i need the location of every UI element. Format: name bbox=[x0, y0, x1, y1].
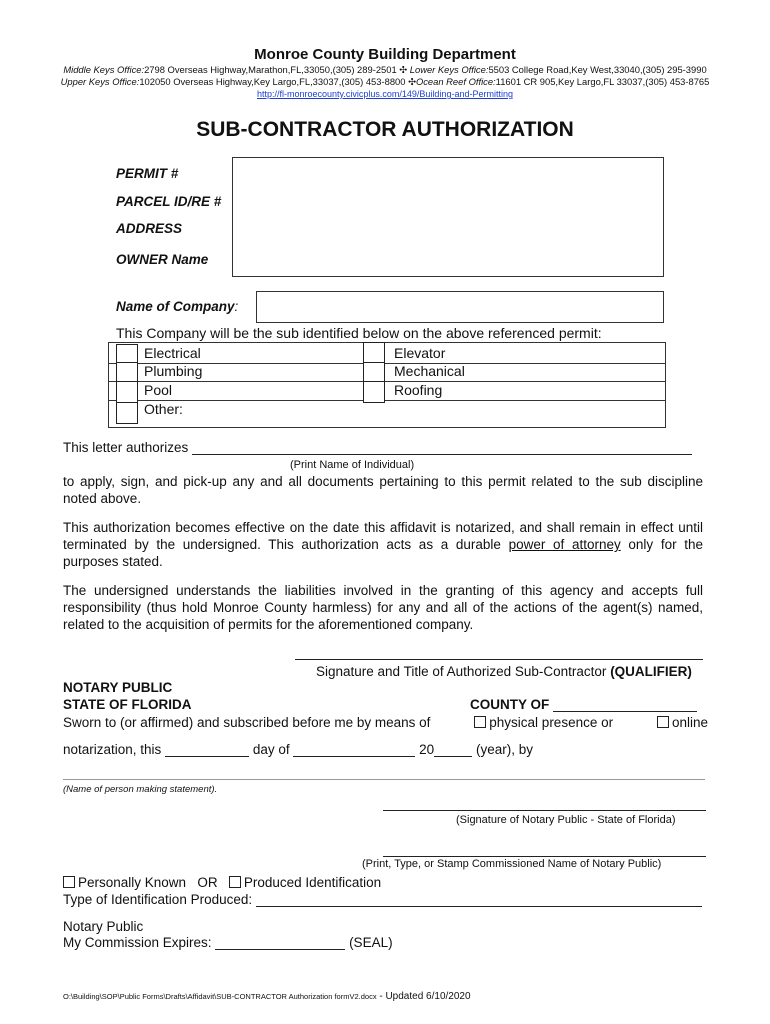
address-label: ADDRESS bbox=[116, 221, 183, 236]
middle-keys-label: Middle Keys Office: bbox=[63, 64, 145, 75]
physical-presence-checkbox[interactable] bbox=[474, 716, 486, 728]
or-text: OR bbox=[197, 875, 218, 890]
notary-heading: NOTARY PUBLIC bbox=[63, 680, 173, 695]
personally-known-checkbox[interactable] bbox=[63, 876, 75, 888]
company-label bbox=[116, 299, 238, 314]
online-checkbox[interactable] bbox=[657, 716, 669, 728]
qualifier-caption-text: Signature and Title of Authorized Sub-Contractor bbox=[316, 664, 611, 679]
physical-presence-label: physical presence or bbox=[489, 715, 614, 730]
county-label: COUNTY OF bbox=[470, 697, 550, 712]
department-title: Monroe County Building Department bbox=[254, 46, 516, 63]
notary-public-label: Notary Public bbox=[63, 919, 144, 934]
owner-label: OWNER Name bbox=[116, 252, 209, 267]
updated-date-text: - Updated 6/10/2020 bbox=[376, 991, 471, 1002]
lower-keys-address: 5503 College Road,Key West,33040,(305) 295-3990 bbox=[488, 64, 707, 75]
mechanical-label: Mechanical bbox=[394, 363, 465, 379]
year-prefix: 20 bbox=[419, 742, 435, 757]
file-path-text: O:\Building\SOP\Public Forms\Drafts\Affidavit\SUB-CONTRACTOR Authorization formV2.docx bbox=[63, 992, 377, 1001]
office-line-2 bbox=[0, 76, 770, 88]
upper-keys-address: 102050 Overseas Highway,Key Largo,FL,33037,(305) 453-8800 bbox=[139, 76, 406, 87]
other-label: Other: bbox=[144, 401, 183, 417]
owner-field[interactable] bbox=[232, 241, 664, 277]
elevator-label: Elevator bbox=[394, 345, 446, 361]
online-label: online bbox=[671, 715, 708, 730]
notary-signature-caption: (Signature of Notary Public - State of Florida) bbox=[456, 814, 676, 826]
id-type-field[interactable] bbox=[256, 893, 702, 907]
produced-id-checkbox[interactable] bbox=[229, 876, 241, 888]
building-permitting-link[interactable]: http://fl-monroecounty.civicplus.com/149/Building-and-Permitting bbox=[257, 89, 513, 99]
notary-signature-line[interactable] bbox=[383, 810, 706, 811]
paragraph-apply: to apply, sign, and pick-up any and all documents pertaining to this permit related to the sub discipline noted above. bbox=[63, 474, 703, 506]
permit-label: PERMIT # bbox=[116, 166, 179, 181]
produced-id-label: Produced Identification bbox=[243, 875, 382, 890]
separator-icon: ✣ bbox=[399, 64, 408, 75]
para2-text-end: only for the purposes stated. bbox=[63, 537, 704, 569]
upper-keys-label: Upper Keys Office: bbox=[60, 76, 140, 87]
commission-expires-label: My Commission Expires: bbox=[63, 935, 212, 950]
day-field[interactable] bbox=[165, 743, 249, 757]
notarization-date-line bbox=[63, 742, 533, 757]
office-line-1 bbox=[0, 64, 770, 76]
id-type-label: Type of Identification Produced: bbox=[63, 892, 253, 907]
month-field[interactable] bbox=[293, 743, 415, 757]
commission-line bbox=[63, 935, 393, 950]
county-field[interactable] bbox=[553, 698, 697, 712]
ocean-reef-address: 11601 CR 905,Key Largo,FL 33037,(305) 453-8765 bbox=[495, 76, 710, 87]
qualifier-tag: (QUALIFIER) bbox=[610, 664, 692, 679]
paragraph-liabilities: The undersigned understands the liabilities involved in the granting of this agency and accepts full responsibility (thus hold Monroe County harmless) for any and all of the actions of the agent(s) named, related to the acquisition of permits for the aforementioned company. bbox=[63, 583, 703, 632]
qualifier-signature-caption bbox=[316, 664, 692, 679]
company-field[interactable] bbox=[256, 291, 664, 323]
permit-field[interactable] bbox=[232, 157, 664, 189]
footer bbox=[63, 986, 471, 1004]
plumbing-label: Plumbing bbox=[144, 363, 203, 379]
seal-label: (SEAL) bbox=[349, 935, 393, 950]
print-name-caption: (Print Name of Individual) bbox=[290, 459, 415, 471]
sub-intro-text: This Company will be the sub identified below on the above referenced permit: bbox=[116, 325, 602, 341]
day-of-text: day of bbox=[252, 742, 290, 757]
year-suffix: (year), by bbox=[475, 742, 533, 757]
grid-divider bbox=[109, 381, 665, 382]
notary-printed-name-line[interactable] bbox=[383, 856, 706, 857]
id-type-line bbox=[63, 892, 702, 907]
authorizes-prefix: This letter authorizes bbox=[63, 440, 189, 455]
elevator-checkbox[interactable] bbox=[363, 342, 385, 364]
roofing-label: Roofing bbox=[394, 382, 443, 398]
ocean-reef-label: Ocean Reef Office: bbox=[415, 76, 496, 87]
qualifier-signature-line[interactable] bbox=[295, 659, 703, 660]
grid-divider bbox=[109, 400, 665, 401]
notary-printed-name-caption: (Print, Type, or Stamp Commissioned Name of Notary Public) bbox=[362, 858, 662, 870]
physical-option bbox=[474, 715, 613, 730]
power-of-attorney-text: power of attorney bbox=[508, 537, 621, 552]
individual-name-field[interactable] bbox=[192, 441, 692, 455]
pool-label: Pool bbox=[144, 382, 173, 398]
separator-icon: ✣ bbox=[408, 76, 416, 87]
company-label-text: Name of Company bbox=[116, 299, 235, 314]
year-field[interactable] bbox=[434, 743, 472, 757]
parcel-label: PARCEL ID/RE # bbox=[116, 194, 222, 209]
notarization-this-text: notarization, this bbox=[63, 742, 162, 757]
lower-keys-label: Lower Keys Office: bbox=[409, 64, 489, 75]
parcel-address-field[interactable] bbox=[232, 187, 664, 242]
other-checkbox[interactable] bbox=[116, 402, 138, 424]
middle-keys-address: 2798 Overseas Highway,Marathon,FL,33050,(305) 289-2501 bbox=[144, 64, 397, 75]
person-name-caption: (Name of person making statement). bbox=[63, 784, 218, 795]
pool-checkbox[interactable] bbox=[116, 381, 138, 403]
commission-expires-field[interactable] bbox=[215, 936, 345, 950]
state-label: STATE OF FLORIDA bbox=[63, 697, 192, 712]
online-option bbox=[657, 715, 708, 730]
sworn-text: Sworn to (or affirmed) and subscribed before me by means of bbox=[63, 715, 431, 730]
roofing-checkbox[interactable] bbox=[363, 381, 385, 403]
para2-text: This authorization becomes effective on the date this affidavit is notarized, and shall remain in effect until terminated by the undersigned. This authorization acts as a durable bbox=[63, 520, 703, 552]
person-name-line[interactable] bbox=[63, 779, 705, 780]
paragraph-effective bbox=[63, 519, 703, 570]
form-title: SUB-CONTRACTOR AUTHORIZATION bbox=[196, 118, 574, 141]
county-line bbox=[470, 697, 697, 712]
personally-known-label: Personally Known bbox=[78, 875, 187, 890]
authorizes-line bbox=[63, 440, 692, 455]
electrical-label: Electrical bbox=[144, 345, 201, 361]
identification-line bbox=[63, 875, 381, 890]
sworn-line bbox=[63, 715, 708, 730]
company-label-colon: : bbox=[234, 299, 239, 314]
